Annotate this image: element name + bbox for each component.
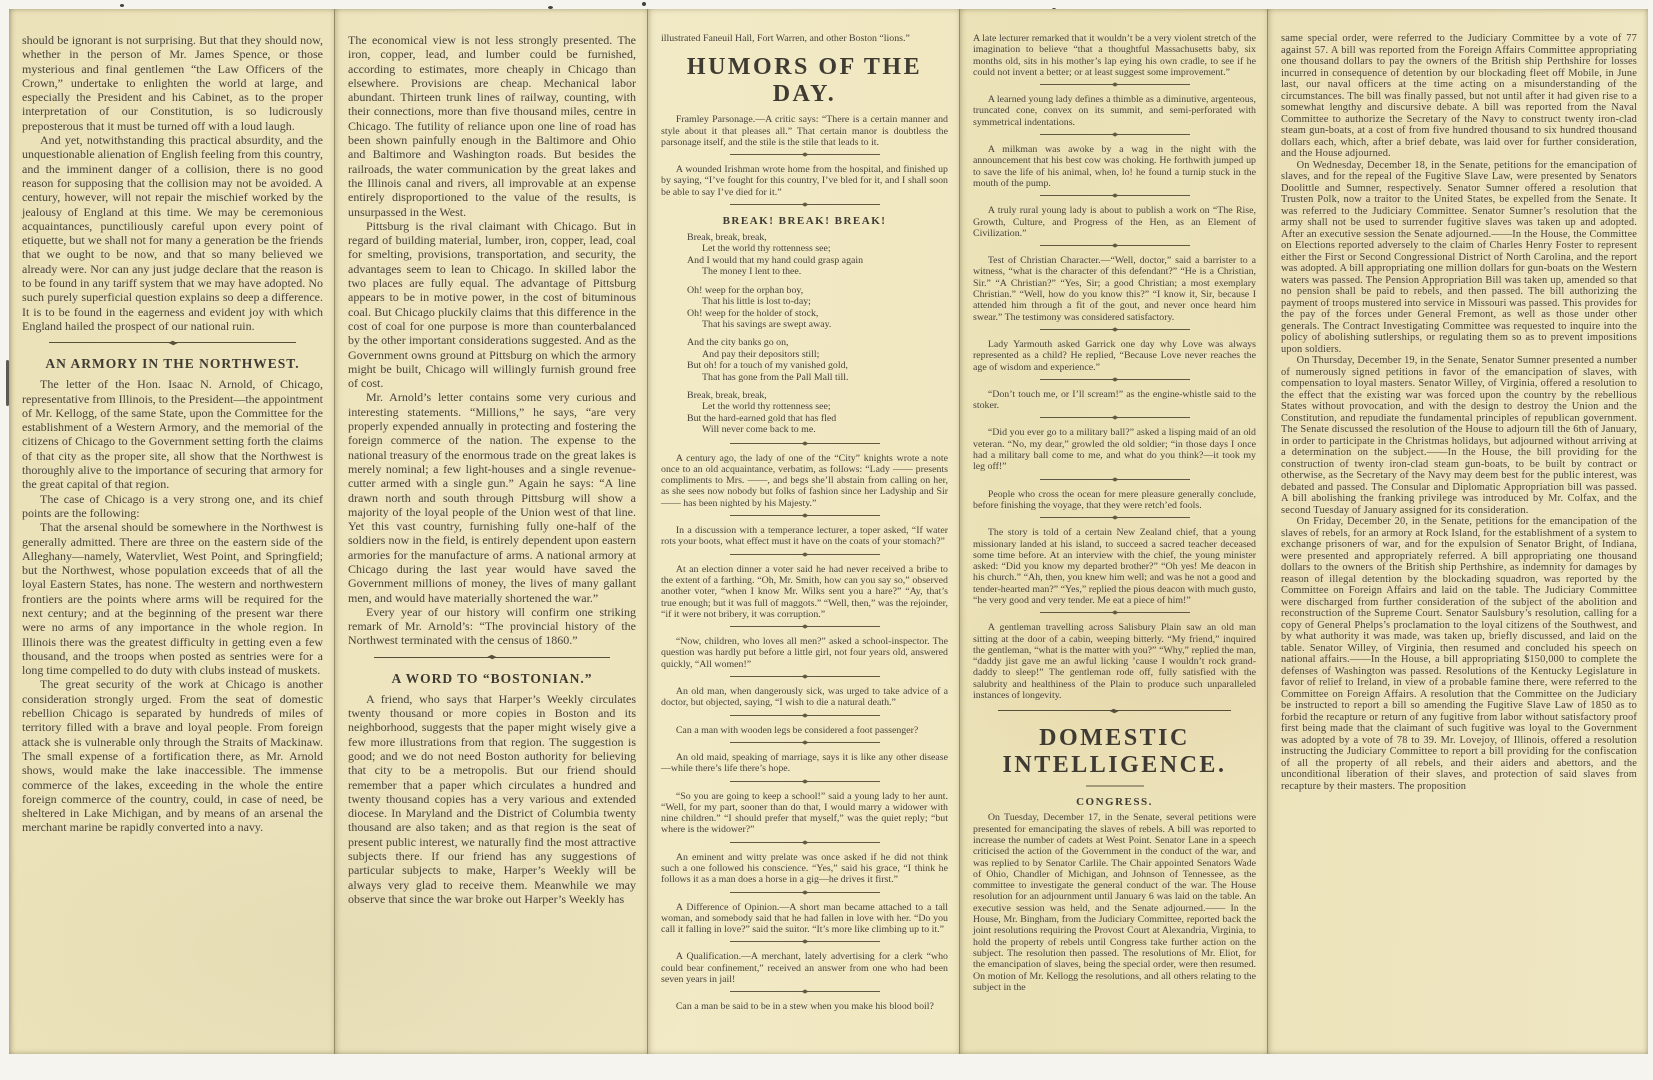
- section-divider: [1040, 379, 1190, 383]
- paragraph: The case of Chicago is a very strong one, and its chief points are the following:: [22, 491, 323, 520]
- section-divider: [1040, 479, 1190, 483]
- paragraph: “Now, children, who loves all men?” asked a school-inspector. The question was hardly put before a little girl, not four years old, answered quickly, “All women!”: [661, 636, 948, 670]
- paragraph: A gentleman travelling across Salisbury Plain saw an old man sitting at the door of a cabin, weeping bitterly. “My friend,” inquired the gentleman, “what is the matter with you?” “Why,” replied the man, “daddy jist gave me an awful licking ’cause I wouldn’t rock grand-daddy to sleep!” The gentleman rode off, fully satisfied with the salubrity and healthiness of the Plain to produce such unparalleled instances of longevity.: [973, 622, 1256, 702]
- column-2: [334, 9, 647, 1054]
- section-divider: [730, 742, 880, 746]
- poem-line: The money I lent to thee.: [702, 266, 802, 278]
- poem-stanza: [687, 390, 948, 436]
- section-divider: [730, 991, 880, 995]
- article-heading: HUMORS OF THE DAY.: [686, 54, 923, 108]
- paragraph: Test of Christian Character.—“Well, doctor,” said a barrister to a witness, “what is the character of this defendant?” “He is a Christian, Sir.” “A Christian?” “Yes, Sir; a good Christian; a most exemplary Christian.” “Well, how do you know this?” “I know it, Sir, because I attended him through a fit of the gout, and never once heard him swear.” The testimony was considered satisfactory.: [973, 255, 1256, 323]
- paragraph: Pittsburg is the rival claimant with Chicago. But in regard of building material, lumber, iron, copper, lead, coal for smelting, provisions, transportation, and security, the advantages seem to lean to Chicago. In skilled labor the two places are fully equal. The advantage of Pittsburg appears to be in motive power, in the cost of bituminous coal. But Chicago pluckily claims that this difference in the cost of coal for one purpose is more than counterbalanced by the other important considerations suggested. And as the Government owns ground at Pittsburg on which the armory might be built, Chicago will willingly furnish ground free of cost.: [348, 218, 636, 391]
- poem-line: That his little is lost to-day;: [702, 296, 811, 308]
- paragraph: Every year of our history will confirm one striking remark of Mr. Arnold’s: “The provincial history of the Northwest terminated with the census of 1860.”: [348, 604, 636, 648]
- paragraph: On Thursday, December 19, in the Senate, Senator Sumner presented a number of numerously signed petitions in favor of the emancipation of slaves, with compensation to loyal masters. Senator Willey, of Virginia, offered a resolution to the effect that the existing war was forced upon the country by the rebellious States without provocation, and with the design to destroy the Union and the Constitution, and repudiate the fundamental principles of republican government. The Senate discussed the resolution of the House to adjourn till the 6th of January, in order to participate in the Christmas holidays, but adjourned without arriving at a determination on the subject.——In the House, the bill providing for the construction of twenty iron-clad steam gun-boats, to be built by contract or otherwise, as the Secretary of the Navy may deem best for the public interest, was debated and passed. The Consular and Diplomatic Appropriation bill was passed. A bill abolishing the franking privilege was introduced by Mr. Colfax, and the second Tuesday of January assigned for its consideration.: [1281, 355, 1637, 516]
- paragraph: illustrated Faneuil Hall, Fort Warren, and other Boston “lions.”: [661, 33, 910, 44]
- poem-line: Let the world thy rottenness see;: [702, 243, 831, 255]
- paragraph: The letter of the Hon. Isaac N. Arnold, of Chicago, representative from Illinois, to the President—the appointment of Mr. Kellogg, of the same State, upon the Committee for the establishment of a Western Armory, and the memorial of the citizens of Chicago to the Government setting forth the claims of that city as the proper site, all show that the Northwest is thoroughly alive to the importance of securing that armory for the great capital of that region.: [22, 377, 323, 492]
- poem-line: And I would that my hand could grasp again: [687, 254, 864, 266]
- section-divider: [730, 626, 880, 630]
- paragraph: Lady Yarmouth asked Garrick one day why Love was always represented as a child? He replied, “Because Love never reaches the age of wisdom and experience.”: [973, 338, 1256, 373]
- article-heading: AN ARMORY IN THE NORTHWEST.: [45, 356, 300, 372]
- paragraph: “Did you ever go to a military ball?” asked a lisping maid of an old veteran. “No, my dear,” growled the old soldier; “in those days I once had a military ball come to me, and what do you think?—it took my leg off!”: [973, 427, 1256, 473]
- poem-line: Will never come back to me.: [702, 424, 816, 436]
- poem-stanza: [687, 337, 948, 383]
- section-divider: [1040, 417, 1190, 421]
- column-4: [959, 9, 1267, 1054]
- section-divider: [730, 204, 880, 208]
- poem-line: And the city banks go on,: [687, 337, 789, 349]
- section-divider: [730, 554, 880, 558]
- poem-line: That has gone from the Pall Mall till.: [702, 371, 849, 383]
- paragraph: In a discussion with a temperance lecturer, a toper asked, “If water rots your boots, what effect must it have on the coats of your stomach?”: [661, 525, 948, 548]
- paragraph: Can a man with wooden legs be considered a foot passenger?: [675, 724, 919, 736]
- section-divider: [1086, 785, 1144, 789]
- poem-line: Oh! weep for the orphan boy,: [687, 284, 804, 296]
- paragraph: At an election dinner a voter said he had never received a bribe to the extent of a farthing. “Oh, Mr. Smith, how can you say so,” observed another voter, “when I know Mr. Wilks sent you a hare?” “Ay, that’s true enough; but it was full of maggots.” “Well, then,” was the rejoinder, “if it were not bribery, it was corruption.”: [661, 563, 948, 620]
- paragraph: “So you are going to keep a school!” said a young lady to her aunt. “Well, for my part, sooner than do that, I would marry a widower with nine children.” “I should prefer that myself,” was the quiet reply; “but where is the widower?”: [661, 790, 948, 836]
- poem-stanza: [687, 232, 948, 278]
- section-divider: [730, 154, 880, 158]
- paragraph: That the arsenal should be somewhere in the Northwest is generally admitted. There are three on the eastern side of the Alleghany—namely, Watervliet, West Point, and Springfield; but the Northwest, whose population exceeds that of all the loyal Eastern States, has none. The western and northwestern frontiers are the points where arms will be required for the next century; and at the beginning of the present war there were no arms of any importance in the whole region. In Illinois there was the greatest difficulty in getting even a few thousand, and the troops when posted as sentries were for a long time compelled to do duty with clubs instead of muskets.: [22, 520, 323, 678]
- section-divider: [998, 710, 1230, 715]
- paragraph: A learned young lady defines a thimble as a diminutive, argenteous, truncated cone, convex on its summit, and semi-perforated with symmetrical indentations.: [973, 94, 1256, 128]
- paragraph: A Difference of Opinion.—A short man became attached to a tall woman, and somebody said that he had fallen in love with her. “Do you call it falling in love?” said the suitor. “It’s more like climbing up to it.”: [661, 901, 948, 936]
- section-divider: [49, 342, 296, 347]
- section-divider: [730, 781, 880, 785]
- section-divider: [730, 892, 880, 896]
- poem-line: Break, break, break,: [687, 389, 767, 401]
- section-divider: [374, 657, 610, 662]
- paragraph: An old man, when dangerously sick, was urged to take advice of a doctor, but objected, saying, “I wish to die a natural death.”: [661, 686, 948, 709]
- paragraph: Mr. Arnold’s letter contains some very curious and interesting statements. “Millions,” he says, “are very properly expended annually in protecting and fostering the foreign commerce of the nation. The expense to the national treasury of the enormous trade on the great lakes is merely nominal; a few light-houses and a single revenue-cutter armed with a single gun.” Again he says: “A line drawn north and south through Pittsburg will show a majority of the loyal people of the Union west of that line. Yet this vast country, furnishing fully one-half of the soldiers now in the field, is entirely dependent upon eastern armories for the manufacture of arms. A national armory at Chicago during the last year would have saved the Government millions of money, the lives of many gallant men, and would have materially shortened the war.”: [348, 390, 636, 605]
- section-divider: [730, 941, 880, 945]
- newspaper-paper: [9, 9, 1648, 1054]
- column-5: [1267, 9, 1648, 1054]
- scan-speck: [120, 4, 124, 7]
- paragraph: A wounded Irishman wrote home from the hospital, and finished up by saying, “I’ve fought for this country, I’ve bled for it, and I shall soon be able to say I’ve died for it.”: [661, 164, 948, 198]
- columns-root: [9, 9, 1648, 1054]
- section-divider: [730, 443, 880, 447]
- paragraph: “Don’t touch me, or I’ll scream!” as the engine-whistle said to the stoker.: [973, 388, 1256, 412]
- paragraph: On Wednesday, December 18, in the Senate, petitions for the emancipation of slaves, and for the repeal of the Fugitive Slave Law, were presented by Senators Doolittle and Sumner, respectively. Senator Sumner offered a resolution that Trusten Polk, now a traitor to the United States, be expelled from the Senate. It was referred to the Judiciary Committee. Senator Sumner’s resolution that the army shall not be used to surrender fugitive slaves was taken up and adopted. After an executive session the Senate adjourned.——In the House, the Committee on Elections reported adversely to the claim of Charles Henry Foster to represent either the First or Second Congressional District of North Carolina, and the report was adopted. A bill appropriating one million dollars for gun-boats on the Western waters was passed. The Pension Appropriation Bill was taken up, amended so that no pension shall be paid to rebels, and then passed. The bill authorizing the payment of troops mustered into service in Missouri was passed. This provides for the pay of the forces under General Fremont, as well as those under other generals. The Contract Investigating Committee was requested to inquire into the policy of abolishing sutlerships, or regulating them so as to prevent impositions upon soldiers.: [1281, 159, 1637, 355]
- section-divider: [1040, 329, 1190, 333]
- article-heading: DOMESTIC INTELLIGENCE.: [1002, 725, 1227, 779]
- poem-line: And pay their depositors still;: [702, 348, 820, 360]
- paragraph: An eminent and witty prelate was once asked if he did not think such a one followed his conscience. “Yes,” said his grace, “I think he follows it as a man does a horse in a gig—he drives it first.”: [661, 851, 948, 886]
- paragraph: A Qualification.—A merchant, lately advertising for a clerk “who could bear confinement,” received an answer from one who had been seven years in jail!: [661, 951, 948, 986]
- paragraph: A friend, who says that Harper’s Weekly circulates twenty thousand or more copies in Boston and its neighborhood, suggests that the paper might wisely give a few more illustrations from that region. The suggestion is good; and we do not need Boston authority for believing that city to be a metropolis. But our friend should remember that a paper which circulates a hundred and twenty thousand copies has a very various and extended diocese. In Maryland and the District of Columbia twenty thousand are also taken; and as that region is the seat of present public interest, we naturally find the most attractive subjects there. If our friend has any suggestions of particular subjects to make, Harper’s Weekly will be always very glad to receive them. Meanwhile we may observe that since the war broke out Harper’s Weekly has: [348, 691, 636, 906]
- paragraph: People who cross the ocean for mere pleasure generally conclude, before finishing the voyage, that they were retch’ed fools.: [973, 488, 1256, 511]
- paragraph: The story is told of a certain New Zealand chief, that a young missionary landed at his island, to succeed a sacred teacher deceased some time before. At an interview with the chief, the young minister asked: “Did you know my departed brother?” “Oh yes! Me deacon in his church.” “Ah, then, you knew him well; and was he not a good and tender-hearted man?” “Yes,” replied the pious deacon with much gusto, “he very good and very tender. Me eat a piece of him!”: [973, 527, 1256, 606]
- poem-line: Oh! weep for the holder of stock,: [687, 307, 819, 319]
- paragraph: The economical view is not less strongly presented. The iron, copper, lead, and lumber could be furnished, according to estimates, more cheaply in Chicago than elsewhere. Provisions are cheap. Mechanical labor abundant. Thirteen trunk lines of railway, counting, with their connections, more than five thousand miles, centre in Chicago. The futility of reliance upon one line of road has been shown painfully enough in the Baltimore and Ohio and Baltimore and Washington roads. But besides the railroads, the water communication by the great lakes and the Illinois canal and rivers, all improvable at an expense entirely disproportioned to the value of the results, is unsurpassed in the West.: [348, 33, 636, 219]
- section-divider: [1040, 517, 1190, 521]
- paragraph: A century ago, the lady of one of the “City” knights wrote a note once to an old acquaintance, verbatim, as follows: “Lady —— presents compliments to Mrs. ——, and begs she’ll abstain from calling on her, as she sees now nobody but folks of fashion since her Ladyship and Sir —— has been nighted by his Majesty.”: [661, 452, 948, 509]
- paragraph: Can a man be said to be in a stew when you make his blood boil?: [675, 1001, 934, 1013]
- section-divider: [730, 676, 880, 680]
- poem-stanza: [687, 285, 948, 331]
- section-divider: [1040, 612, 1190, 616]
- paragraph: The great security of the work at Chicago is another consideration strongly urged. From the seat of domestic rebellion Chicago is separated by hundreds of miles of territory filled with a brave and loyal people. From foreign attack she is vulnerable only through the Straits of Mackinaw. The small expense of a fortification there, as Mr. Arnold shows, would make the lake inaccessible. The immense commerce of the lakes, exceeding in the whole the entire foreign commerce of the country, could, in case of need, be sheltered in Lake Michigan, and by means of an arsenal the merchant marine be rapidly converted into a navy.: [22, 677, 323, 835]
- section-divider: [1040, 84, 1190, 88]
- article-heading: CONGRESS.: [1076, 796, 1153, 809]
- paragraph: same special order, were referred to the Judiciary Committee by a vote of 77 against 57. A bill was reported from the Foreign Affairs Committee appropriating one thousand dollars to pay the owners of the British ship Perthshire for losses incurred in consequence of detention by our blockading fleet off Mobile, in June last, our naval officers at the time acting on a misunderstanding of the circumstances. The bill was finally passed, but not until after it had given rise to a somewhat lengthy and discursive debate. A bill was reported from the Naval Committee to authorize the Secretary of the Navy to construct twenty iron-clad steam gun-boats, at a cost of from five hundred thousand to six hundred thousand dollars each, which, after a brief debate, was laid over for further consideration, and the House adjourned.: [1281, 33, 1637, 159]
- paragraph: A late lecturer remarked that it wouldn’t be a very violent stretch of the imagination to believe “that a thoughtful Massachusetts baby, six months old, sits in his mother’s lap eying his own cradle, to see if he could not invent a better; or at least suggest some improvement.”: [973, 33, 1256, 78]
- section-divider: [1040, 195, 1190, 199]
- poem-line: That his savings are swept away.: [702, 318, 832, 330]
- paragraph: A milkman was awoke by a wag in the night with the announcement that his best cow was choking. He forthwith jumped up to save the life of his animal, when, lo! he found a turnip stuck in the mouth of the pump.: [973, 144, 1256, 189]
- section-divider: [730, 715, 880, 719]
- poem-line: Let the world thy rottenness see;: [702, 401, 831, 413]
- poem-line: Break, break, break,: [687, 232, 767, 244]
- article-heading: A WORD TO “BOSTONIAN.”: [391, 670, 593, 686]
- paragraph: A truly rural young lady is about to publish a work on “The Rise, Growth, Culture, and Progress of the Hen, as an Element of Civilization.”: [973, 205, 1256, 239]
- section-divider: [730, 842, 880, 846]
- paragraph: On Friday, December 20, in the Senate, petitions for the emancipation of the slaves of rebels, for an armory at Rock Island, for the establishment of a system to exchange prisoners of war, and for the expulsion of Senator Bright, of Indiana, were presented and appropriately referred. A bill appropriating one thousand dollars to the owners of the British ship Perthshire, as indemnity for damages by reason of illegal detention by the blockading squadron, was reported by the Committee on Foreign Affairs and laid on the table. The Judiciary Committee were discharged from further consideration of the subject of the abolition and reconstruction of the Supreme Court. Senator Saulsbury’s resolution, calling for a copy of General Phelps’s proclamation to the loyal citizens of the Southwest, and by what authority it was made, was taken up, briefly discussed, and laid on the table. Senator Willey, of Virginia, then resumed and concluded his speech on national affairs.——In the House, a bill appropriating $150,000 to complete the defenses of Washington was passed. Resolutions of the Kentucky Legislature in favor of relief to Ireland, in view of a probable famine there, were referred to the Committee on Foreign Affairs. A resolution that the Committee on the Judiciary be instructed to report a bill so amending the Fugitive Slave Law of 1850 as to forbid the recapture or return of any fugitive from labor without satisfactory proof first being made that the claimant of such fugitive was loyal to the Government was adopted by a vote of 78 to 39. Mr. Lovejoy, of Illinois, offered a resolution instructing the Judiciary Committee to report a bill providing for the confiscation of all the property of all rebels, and their aiders and abettors, and the unconditional liberation of their slaves, and protection of said slaves from recapture by their masters. The proposition: [1281, 516, 1637, 792]
- paragraph: On Tuesday, December 17, in the Senate, several petitions were presented for emancipating the slaves of rebels. A bill was reported to increase the number of cadets at West Point. Senator Lane in a speech criticised the action of the Government in the conduct of the war, and was replied to by Senator Carlile. The Chair appointed Senators Wade of Ohio, Chandler of Michigan, and Johnson of Tennessee, as the committee to investigate the general conduct of the war. The House resolution for an adjournment until January 6 was laid on the table. An executive session was held, and the Senate adjourned.—— In the House, Mr. Bingham, from the Judiciary Committee, reported back the joint resolutions requiring the Provost Court at Alexandria, Virginia, to hold the property of rebels until Congress take further action on the subject. The resolution then passed. The resolutions of Mr. Eliot, for the emancipation of slaves, being the special order, were then resumed. On motion of Mr. Kellogg the resolutions, and all others relating to the subject in the: [973, 812, 1256, 993]
- paragraph: should be ignorant is not surprising. But that they should now, whether in the person of Mr. James Spence, or those mysterious and final gentlemen “the Law Officers of the Crown,” undertake to enlighten the world at large, and especially the President and his Cabinet, as to the proper interpretation of our Constitution, is so ludicrously preposterous that it must be turned off with a loud laugh.: [22, 33, 323, 133]
- poem-line: But oh! for a touch of my vanished gold,: [687, 360, 848, 372]
- article-heading: BREAK! BREAK! BREAK!: [722, 215, 887, 228]
- section-divider: [1040, 134, 1190, 138]
- section-divider: [1040, 245, 1190, 249]
- paragraph: An old maid, speaking of marriage, says it is like any other disease—while there’s life there’s hope.: [661, 751, 948, 775]
- paragraph: And yet, notwithstanding this practical absurdity, and the unquestionable alienation of English feeling from this country, and the imminent danger of a collision, there is no good reason for supposing that the collision may not be avoided. A century, however, will not repair the mischief worked by the jealousy of England at this time. We may be ceremonious acquaintances, punctiliously careful upon every point of etiquette, but we shall not for many a generation be the friends that we ought to be now, and that so many believed we already were. Nor can any just judge declare that the reason is to be found in any tariff system that we may have adopted. No such purely superficial question explains so deep a difference. It is to be found in the eagerness and evident joy with which England hailed the prospect of our national ruin.: [22, 133, 323, 333]
- column-3: [647, 9, 959, 1054]
- scan-speck: [642, 2, 646, 6]
- paragraph: Framley Parsonage.—A critic says: “There is a certain manner and style about it that pleases all.” That certain manor is doubtless the parsonage itself, and the stile is the stile that leads to it.: [661, 114, 948, 148]
- column-1: [9, 9, 334, 1054]
- section-divider: [730, 515, 880, 519]
- poem-line: But the hard-earned gold that has fled: [687, 412, 837, 424]
